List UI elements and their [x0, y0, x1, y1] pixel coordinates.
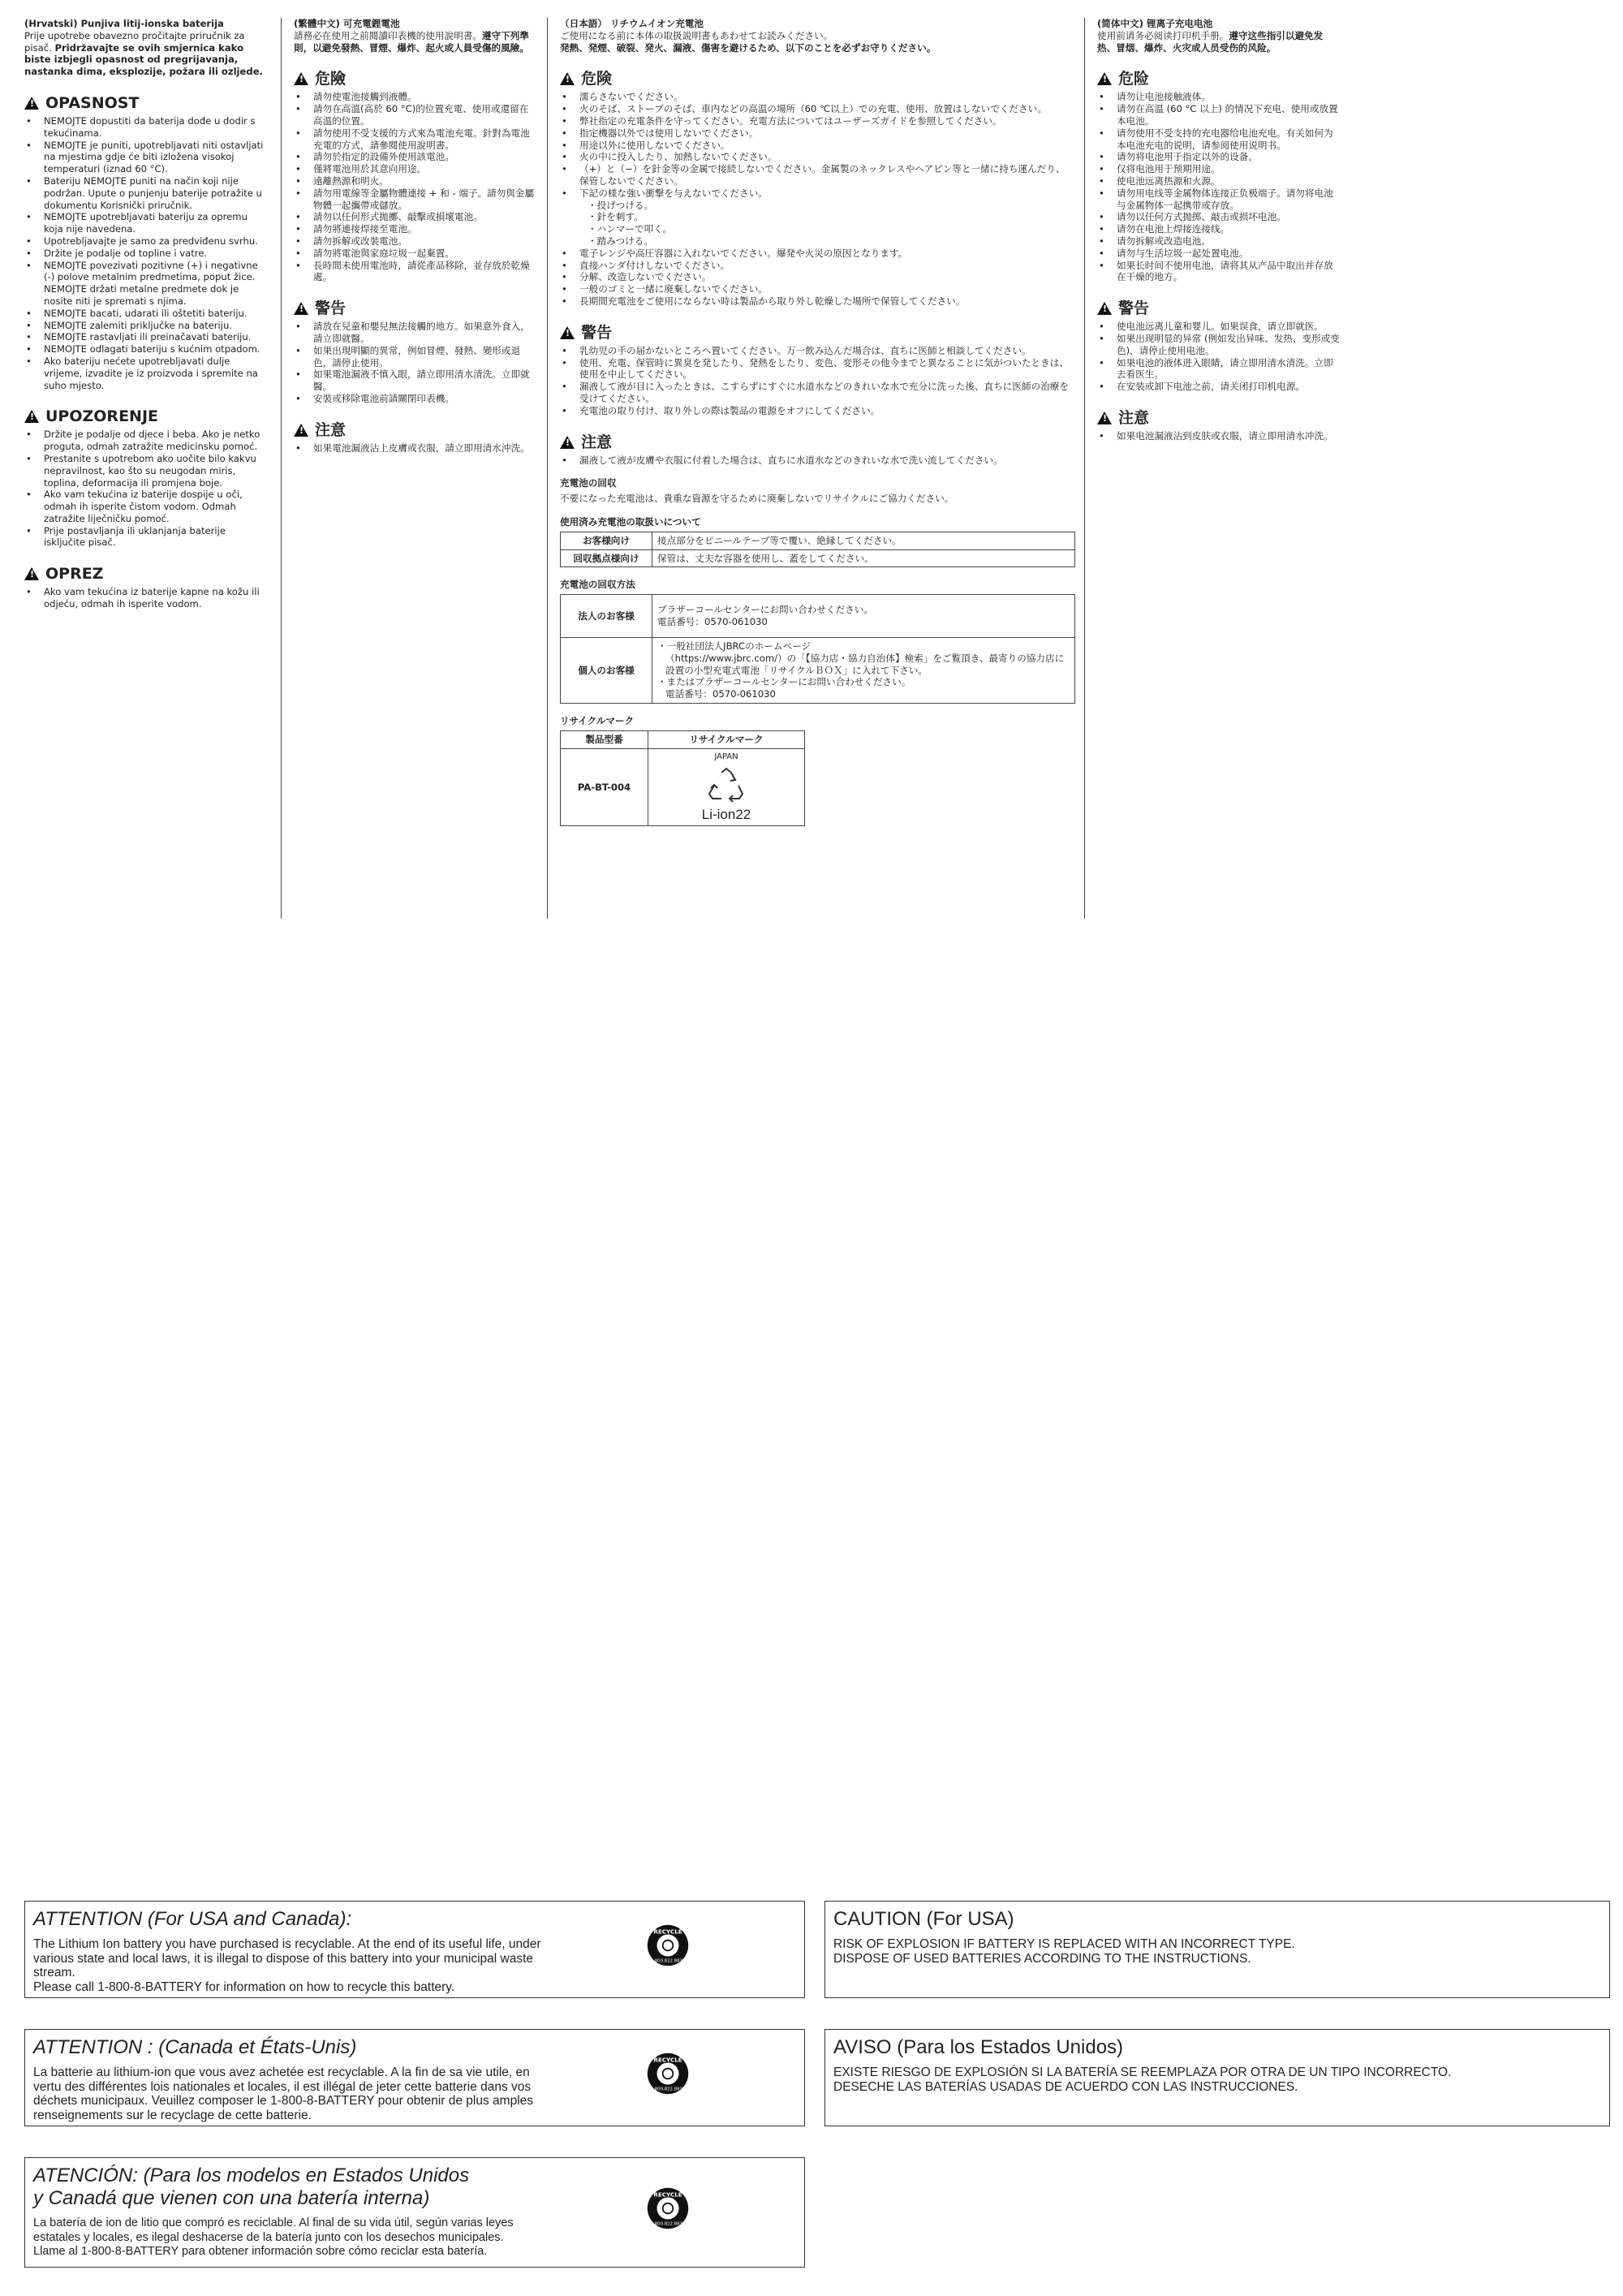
list-item: • 充電池の取り付け、取り外しの際は製品の電源をオフにしてください。: [560, 405, 1071, 417]
warning-icon: [24, 567, 39, 580]
section-list: [24, 94, 268, 610]
section-heading-text: OPREZ: [45, 565, 104, 584]
badge-top-text: RECYCLE: [653, 1928, 682, 1936]
trad-chinese-column: [294, 18, 537, 454]
list-item: • 如果電池漏液沾上皮膚或衣服，請立即用清水沖洗。: [294, 442, 537, 454]
section-heading-text: 注意: [581, 433, 613, 451]
bullet-list: [294, 442, 537, 454]
list-item: • 請勿使電池接觸到液體。: [294, 91, 537, 103]
list-item: • 请勿拆解或改造电池。: [1097, 235, 1341, 248]
cell-line: 電話番号：0570-061030: [665, 688, 776, 700]
table-row: [561, 532, 1075, 549]
list-item: • NEMOJTE bacati, udarati ili oštetiti bateriju.: [24, 308, 268, 320]
table-cell: 回収拠点様向け: [561, 549, 652, 567]
section-heading: [24, 565, 268, 583]
warning-icon: [1097, 302, 1112, 315]
recycle-mark-country: JAPAN: [714, 752, 738, 761]
list-item: • NEMOJTE upotrebljavati bateriju za opremu koja nije navedena.: [24, 211, 268, 235]
list-item: • NEMOJTE zalemiti priključke na bateriju.: [24, 320, 268, 332]
list-item: • 请勿在电池上焊接连接线。: [1097, 223, 1341, 235]
list-item: • 仅将电池用于预期用途。: [1097, 163, 1341, 175]
list-item: • 乳幼児の手の届かないところへ置いてください。万一飲み込んだ場合は、直ちに医師と相談してください。: [560, 345, 1071, 357]
bullet-list: [560, 454, 1071, 467]
intro-text: 請務必在使用之前閱讀印表機的使用說明書。遵守下列準則，以避免發熱、冒煙、爆炸、起火或人員受傷的風險。: [294, 29, 529, 54]
list-item: • 使电池远离儿童和婴儿。如果误食，请立即就医。: [1097, 321, 1341, 333]
warning-icon: [1097, 411, 1112, 424]
aviso-usa-box: [824, 2029, 1610, 2126]
handling-table: [560, 532, 1075, 568]
cell-line: ・またはブラザーコールセンターにお問い合わせください。: [657, 676, 911, 688]
bullet-list: [294, 91, 537, 283]
recycle-mark-label: Li-ion22: [701, 807, 751, 823]
warning-icon: [294, 72, 308, 85]
mark-heading: リサイクルマーク: [560, 715, 635, 727]
list-item: ・ハンマーで叩く。: [588, 223, 673, 235]
list-item: • Prije postavljanja ili uklanjanja baterije isključite pisač.: [24, 525, 268, 549]
list-item: • 如果出現明顯的異常，例如冒煙、發熱、變形或退色，請停止使用。: [294, 345, 537, 369]
bullet-list: [24, 115, 268, 391]
column-divider: [1084, 18, 1085, 919]
table-row: [561, 748, 805, 826]
list-item: • 火の中に投入したり、加熱しないでください。: [560, 151, 1071, 163]
list-item: • 漏液して液が皮膚や衣服に付着した場合は、直ちに水道水などのきれいな水で洗い流してください。: [560, 454, 1071, 467]
rbrc-recycle-badge-icon: [646, 2052, 690, 2096]
table-row: [561, 730, 805, 748]
table-cell: [648, 748, 805, 826]
list-item: • 火のそば、ストーブのそば、車内などの高温の場所（60 ℃以上）での充電、使用、放置はしないでください。: [560, 103, 1071, 115]
badge-bottom-text: 1.800.822.8837: [650, 2221, 686, 2227]
list-item: • Ako bateriju nećete upotrebljavati dulje vrijeme, izvadite je iz proizvoda i spremite na suho mjesto.: [24, 355, 268, 391]
column-title: (繁體中文) 可充電鋰電池: [294, 18, 400, 29]
list-item: • Ako vam tekućina iz baterije dospije u oči, odmah ih isperite čistom vodom. Odmah zatražite liječničku pomoć.: [24, 489, 268, 524]
list-item: • 長期間充電池をご使用にならない時は製品から取り外し乾燥した場所で保管してください。: [560, 295, 1071, 308]
box-body: EXISTE RIESGO DE EXPLOSIÓN SI LA BATERÍA SE REEMPLAZA POR OTRA DE UN TIPO INCORRECTO. DESECHE LAS BATERÍAS USADAS DE ACUERDO CON LAS INSTRUCCIONES.: [833, 2066, 1452, 2094]
bullet-list: [24, 429, 268, 549]
list-item: • NEMOJTE je puniti, upotrebljavati niti ostavljati na mjestima gdje će biti izložena visokoj temperaturi (iznad 60 °C).: [24, 140, 268, 175]
badge-bottom-text: 1.800.822.8837: [650, 2087, 686, 2092]
warning-icon: [24, 410, 39, 423]
section-heading-text: 注意: [315, 420, 347, 439]
section-heading-text: 危险: [1118, 70, 1150, 88]
box-title: ATTENTION : (Canada et États-Unis): [33, 2036, 357, 2058]
list-item: • 弊社指定の充電条件を守ってください。充電方法についてはユーザーズガイドを参照してください。: [560, 115, 1071, 127]
list-item: • 請勿將連接焊接至電池。: [294, 223, 537, 235]
bullet-list: [1097, 91, 1341, 283]
list-item: • 请勿与生活垃圾一起处置电池。: [1097, 248, 1341, 260]
list-item: • 下記の様な強い衝撃を与えないでください。: [560, 187, 1071, 200]
section-list: [1097, 70, 1341, 442]
handling-heading: 使用済み充電池の取扱いについて: [560, 515, 701, 528]
bullet-list: [294, 321, 537, 405]
badge-top-text: RECYCLE: [653, 2190, 682, 2199]
list-item: • 请勿用电线等金属物体连接正负极端子。请勿将电池与金属物体一起携带或存放。: [1097, 187, 1341, 212]
box-body: La batería de ion de litio que compró es reciclable. Al final de su vida útil, según varias leyes estatales y locales, es ilegal deshacerse de la batería junto con los desechos municipales. Llame al 1-800-8-BATTERY para obtener información sobre cómo reciclar esta batería.: [33, 2216, 514, 2258]
list-item: • Prestanite s upotrebom ako uočite bilo kakvu nepravilnost, kao što su neugodan miris, toplina, deformacija ili promjena boje.: [24, 453, 268, 489]
table-row: [561, 595, 1075, 638]
warning-icon: [1097, 72, 1112, 85]
japanese-column: [560, 18, 1071, 826]
list-item: • 指定機器以外では使用しないでください。: [560, 127, 1071, 140]
section-heading: [24, 407, 268, 425]
croatian-column: [24, 18, 268, 610]
section-heading: [560, 70, 1071, 88]
cell-line: （https://www.jbrc.com/）の「【協力店・協力自治体】検索」をご覧頂き、最寄りの協力店に設置の小型充電式電池「リサイクルＢＯＸ」に入れて下さい。: [665, 652, 1065, 676]
list-item: • 請勿將電池與家庭垃圾一起棄置。: [294, 248, 537, 260]
list-item: • 请勿将电池用于指定以外的设备。: [1097, 151, 1341, 163]
cell-line: 電話番号：0570-061030: [657, 616, 768, 628]
list-item: • 僅將電池用於其意向用途。: [294, 163, 537, 175]
section-heading-text: 警告: [1118, 299, 1150, 318]
section-heading-text: 危険: [581, 70, 613, 88]
table-cell: お客様向け: [561, 532, 652, 549]
section-list: [560, 70, 1071, 466]
warning-icon: [560, 436, 575, 449]
section-heading-text: OPASNOST: [45, 93, 140, 112]
list-item: • NEMOJTE rastavljati ili preinačavati bateriju.: [24, 331, 268, 343]
list-item: • 如果电池漏液沾到皮肤或衣服，请立即用清水冲洗。: [1097, 430, 1341, 442]
list-item: • 在安装或卸下电池之前，请关闭打印机电源。: [1097, 381, 1341, 393]
warning-icon: [560, 72, 575, 85]
section-heading: [1097, 299, 1341, 317]
column-title: (Hrvatski) Punjiva litij-ionska baterija: [24, 18, 224, 29]
cell-line: ブラザーコールセンターにお問い合わせください。: [657, 604, 873, 616]
recycle-mark-table: [560, 730, 805, 827]
list-item: ・投げつける。: [588, 199, 654, 211]
box-body: RISK OF EXPLOSION IF BATTERY IS REPLACED WITH AN INCORRECT TYPE. DISPOSE OF USED BATTERIES ACCORDING TO THE INSTRUCTIONS.: [833, 1937, 1295, 1966]
list-item: • 用途以外に使用しないでください。: [560, 140, 1071, 152]
list-item: • NEMOJTE odlagati bateriju s kućnim otpadom.: [24, 343, 268, 355]
list-item: • 請勿拆解或改裝電池。: [294, 235, 537, 248]
bullet-list: [24, 586, 268, 610]
rbrc-recycle-badge-icon: [646, 2186, 690, 2230]
warning-icon: [294, 424, 308, 437]
recovery-heading: 充電池の回収: [560, 477, 617, 489]
caution-usa-box: [824, 1901, 1610, 1998]
list-item: • 遠離熱源和明火。: [294, 175, 537, 187]
list-item: • 長時間未使用電池時，請從產品移除，並存放於乾燥處。: [294, 260, 537, 284]
list-item: • Držite je podalje od topline i vatre.: [24, 248, 268, 260]
box-title: ATENCIÓN: (Para los modelos en Estados Unidos y Canadá que vienen con una batería interna): [33, 2165, 470, 2209]
cell-line: ・一般社団法人JBRCのホームページ: [657, 640, 812, 653]
column-divider: [281, 18, 282, 919]
list-item: ・針を刺す。: [588, 211, 644, 223]
recycle-icon: [706, 766, 747, 803]
intro-text: ご使用になる前に本体の取扱説明書もあわせてお読みください。 発熱、発煙、破裂、発火、漏液、傷害を避けるため、以下のことを必ずお守りください。: [560, 29, 936, 54]
list-item: • （+）と（−）を針金等の金属で接続しないでください。金属製のネックレスやヘアピン等と一緒に持ち運んだり、保管しないでください。: [560, 163, 1071, 187]
list-item: • 请勿以任何方式抛掷、敲击或损坏电池。: [1097, 211, 1341, 223]
table-cell: 接点部分をビニールテープ等で覆い、絶縁してください。: [652, 532, 1075, 549]
section-heading: [24, 94, 268, 112]
list-item: • 如果電池漏液不慎入眼，請立即用清水清洗。立即就醫。: [294, 368, 537, 393]
list-item: • 请勿让电池接触液体。: [1097, 91, 1341, 103]
list-item: • Bateriju NEMOJTE puniti na način koji nije podržan. Upute o punjenju baterije potražite u dokumentu Korisnički priručnik.: [24, 175, 268, 211]
section-heading-text: UPOZORENJE: [45, 407, 158, 426]
section-heading: [294, 421, 537, 439]
list-item: • 請勿在高溫(高於 60 °C)的位置充電、使用或還留在高溫的位置。: [294, 103, 537, 127]
table-cell: 個人のお客様: [561, 638, 652, 704]
badge-bottom-text: 1.800.822.8837: [650, 1958, 686, 1964]
list-item: • 使用、充電、保管時に異臭を発したり、発熱をしたり、変色、変形その他今までと異なることに気がついたときは、使用を中止してください。: [560, 357, 1071, 381]
list-item: • 分解、改造しないでください。: [560, 271, 1071, 283]
table-header: リサイクルマーク: [648, 730, 805, 748]
list-item: • 請放在兒童和嬰兒無法接觸的地方。如果意外食入，請立即就醫。: [294, 321, 537, 345]
table-cell: 法人のお客様: [561, 595, 652, 638]
table-row: [561, 549, 1075, 567]
recovery-text: 不要になった充電池は、貴重な資源を守るために廃棄しないでリサイクルにご協力ください。: [560, 493, 954, 505]
column-title: (简体中文) 锂离子充电电池: [1097, 18, 1213, 29]
box-body: The Lithium Ion battery you have purchased is recyclable. At the end of its useful life, under various state and local laws, it is illegal to dispose of this battery into your municipal waste stream. Please call 1-800-8-BATTERY for information on how to recycle this battery.: [33, 1937, 541, 1994]
list-item: • 請勿用電線等金屬物體連接 + 和 - 端子。請勿與金屬物體一起攜帶或儲放。: [294, 187, 537, 212]
table-header: 製品型番: [561, 730, 648, 748]
badge-top-text: RECYCLE: [653, 2056, 682, 2064]
section-heading: [1097, 409, 1341, 427]
list-item: • Upotrebljavajte je samo za predviđenu svrhu.: [24, 235, 268, 248]
warning-icon: [294, 302, 308, 315]
list-item: • 请勿使用不受支持的充电器给电池充电。有关如何为本电池充电的说明，请参阅使用说明书。: [1097, 127, 1341, 152]
box-title: AVISO (Para los Estados Unidos): [833, 2036, 1124, 2058]
section-heading-text: 警告: [581, 323, 613, 342]
warning-icon: [24, 97, 39, 110]
bullet-list: [560, 345, 1071, 417]
section-heading: [294, 299, 537, 317]
section-heading: [560, 324, 1071, 342]
intro-text: Prije upotrebe obavezno pročitajte priručnik za pisač. Pridržavajte se ovih smjernica kako biste izbjegli opasnost od pregrijavanja, nastanka dima, eksplozije, požara ili ozljede.: [24, 29, 263, 78]
table-cell: [652, 595, 1075, 638]
list-item: • 請勿使用不受支援的方式來為電池充電。針對為電池充電的方式，請參閱使用說明書。: [294, 127, 537, 152]
list-item: • 使电池远离热源和火源。: [1097, 175, 1341, 187]
box-title: CAUTION (For USA): [833, 1908, 1014, 1930]
list-item: • 一般のゴミと一緒に廃棄しないでください。: [560, 283, 1071, 295]
table-cell: 保管は、丈夫な容器を使用し、蓋をしてください。: [652, 549, 1075, 567]
list-item: • 漏液して液が目に入ったときは、こすらずにすぐに水道水などのきれいな水で充分に洗った後、直ちに医師の治療を受けてください。: [560, 381, 1071, 405]
section-heading-text: 警告: [315, 299, 347, 318]
section-heading: [1097, 70, 1341, 88]
warning-icon: [560, 326, 575, 339]
list-item: • NEMOJTE povezivati pozitivne (+) i negativne (-) polove metalnim predmetima, poput žice. NEMOJTE držati metalne predmete dok je nosite niti je spremati s njima.: [24, 260, 268, 308]
table-cell: [652, 638, 1075, 704]
section-heading: [560, 433, 1071, 451]
section-heading-text: 注意: [1118, 408, 1150, 427]
list-item: • 请勿在高温 (60 °C 以上) 的情况下充电、使用或放置本电池。: [1097, 103, 1341, 127]
bullet-list: [1097, 321, 1341, 393]
list-item: • NEMOJTE dopustiti da baterija dođe u dodir s tekućinama.: [24, 115, 268, 140]
list-item: • 濡らさないでください。: [560, 91, 1071, 103]
intro-text: 使用前请务必阅读打印机手册。遵守这些指引以避免发热、冒烟、爆炸、火灾或人员受伤的风险。: [1097, 29, 1324, 54]
bullet-list: [560, 91, 1071, 307]
rbrc-recycle-badge-icon: [646, 1923, 690, 1967]
section-heading-text: 危險: [315, 70, 347, 88]
list-item: • 請勿於指定的設備外使用該電池。: [294, 151, 537, 163]
section-list: [294, 70, 537, 454]
list-item: ・踏みつける。: [588, 235, 653, 247]
bullet-list: [1097, 430, 1341, 442]
list-item: • 如果长时间不使用电池，请将其从产品中取出并存放在干燥的地方。: [1097, 260, 1341, 284]
list-item: • 安裝或移除電池前請關閉印表機。: [294, 393, 537, 405]
box-body: La batterie au lithium-ion que vous avez achetée est recyclable. A la fin de sa vie utile, en vertu des différentes lois nationales et locales, il est illégal de jeter cette batterie dans vos déchets municipaux. Veuillez composer le 1-800-8-BATTERY pour obtenir de plus amples renseignements sur le recyclage de cette batterie.: [33, 2066, 534, 2122]
list-item: • 如果电池的液体进入眼睛，请立即用清水清洗。立即去看医生。: [1097, 357, 1341, 381]
method-table: [560, 594, 1075, 704]
column-title: （日本語） リチウムイオン充電池: [560, 18, 704, 29]
list-item: • 請勿以任何形式拋擲、敲擊或損壞電池。: [294, 211, 537, 223]
method-heading: 充電池の回収方法: [560, 579, 635, 591]
table-cell: PA-BT-004: [561, 748, 648, 826]
list-item: • Držite je podalje od djece i beba. Ako je netko proguta, odmah zatražite medicinsku pomoć.: [24, 429, 268, 453]
column-divider: [547, 18, 548, 919]
list-item: • 直接ハンダ付けしないでください。: [560, 260, 1071, 272]
box-title: ATTENTION (For USA and Canada):: [33, 1908, 352, 1930]
list-item: • 電子レンジや高圧容器に入れないでください。爆発や火災の原因となります。: [560, 248, 1071, 260]
section-heading: [294, 70, 537, 88]
list-item: • Ako vam tekućina iz baterije kapne na kožu ili odjeću, odmah ih isperite vodom.: [24, 586, 268, 610]
simp-chinese-column: [1097, 18, 1341, 442]
table-row: [561, 638, 1075, 704]
list-item: • 如果出现明显的异常 (例如发出异味、发热、变形或变色)，请停止使用电池。: [1097, 333, 1341, 357]
